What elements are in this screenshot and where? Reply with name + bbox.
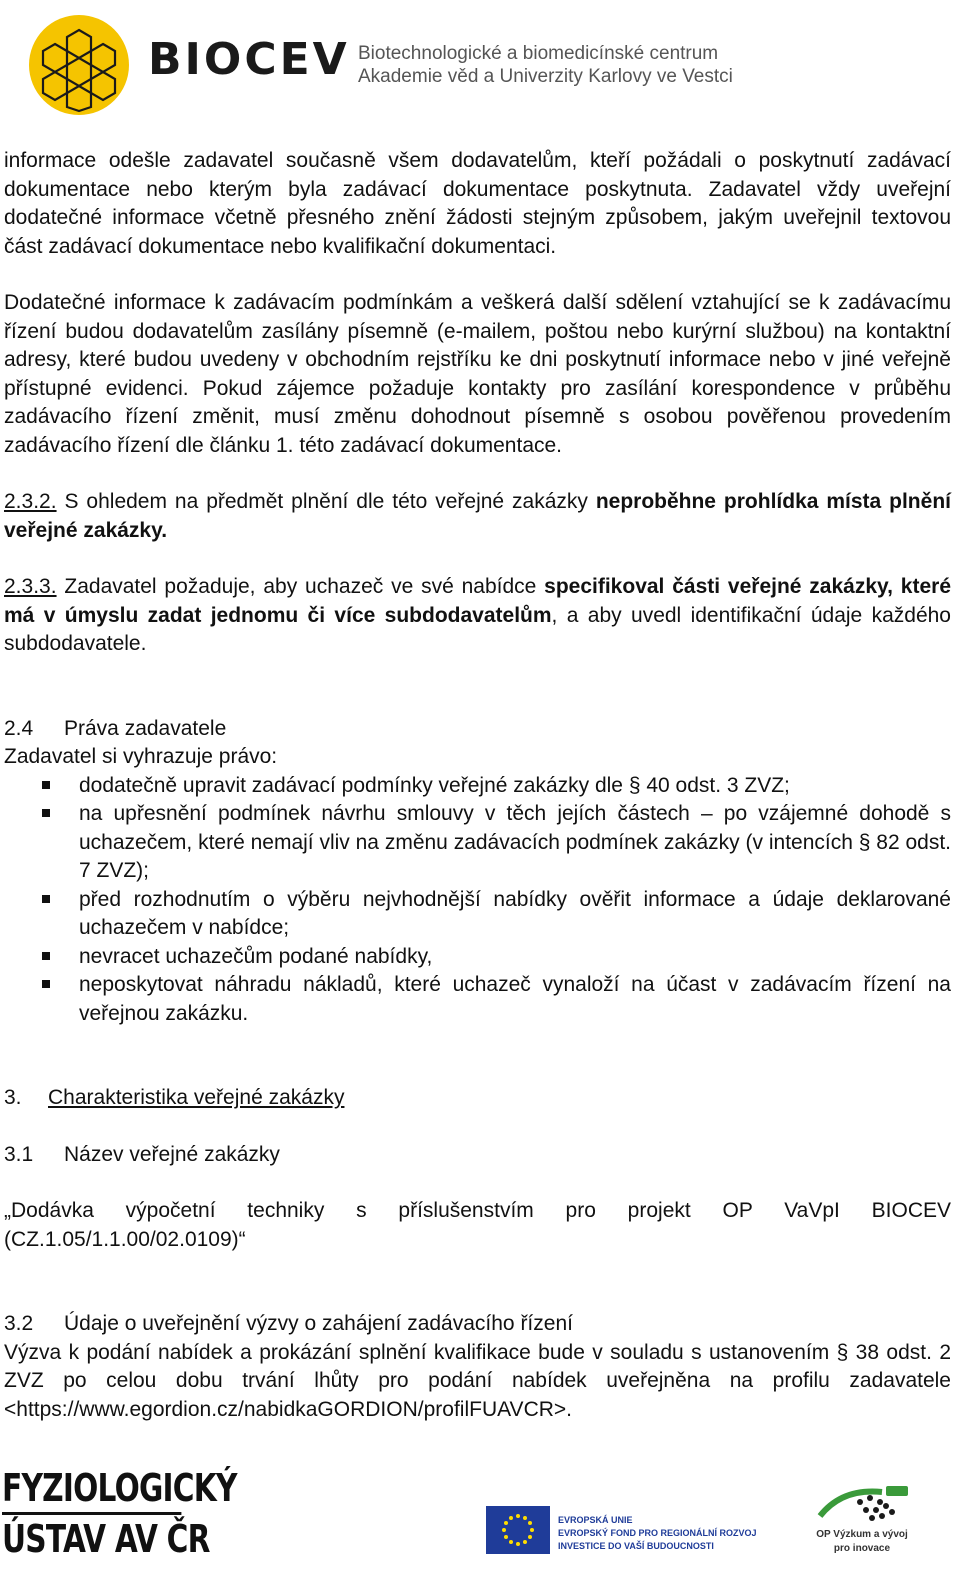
section-text: S ohledem na předmět plnění dle této veřejné zakázky xyxy=(56,490,596,513)
contract-name: „Dodávka výpočetní techniky s příslušenstvím pro projekt OP VaVpI BIOCEV (CZ.1.05/1.1.00/02.0109)“ xyxy=(4,1199,951,1251)
section-bold-text: neproběhne prohlídka místa plnění veřejné zakázky. xyxy=(4,490,951,542)
eu-text-line3: INVESTICE DO VAŠÍ BUDOUCNOSTI xyxy=(558,1541,714,1551)
brand-subtitle-line1: Biotechnologické a biomedicínské centrum xyxy=(358,43,719,64)
rights-list xyxy=(4,772,951,1029)
brand-name: BIOCEV xyxy=(148,34,350,85)
bullet-icon xyxy=(42,809,50,817)
heading-title: Údaje o uveřejnění výzvy o zahájení zadávacího řízení xyxy=(64,1312,573,1335)
list-item xyxy=(4,800,951,886)
list-item-text: před rozhodnutím o výběru nejvhodnější nabídky ověřit informace a údaje deklarované uchazečem v nabídce; xyxy=(79,887,951,939)
section-text: , a aby uvedl identifikační údaje každého subdodavatele. xyxy=(4,603,951,655)
list-item-text: dodatečně upravit zadávací podmínky veřejné zakázky dle § 40 odst. 3 ZVZ; xyxy=(79,773,790,797)
publication-paragraph: Výzva k podání nabídek a prokázání splnění kvalifikace bude v souladu s ustanovením § 38 odst. 2 ZVZ po celou dobu trvání lhůty pro podání nabídek uveřejněna na profilu zadavatele <https://www.egordion.cz/nabidkaGORDION/profilFUAVCR>. xyxy=(4,1340,951,1421)
heading-number: 3. xyxy=(4,1086,22,1109)
section-3-2-heading xyxy=(4,1310,951,1339)
section-number: 2.3.2. xyxy=(4,490,57,513)
list-item-text: neposkytovat náhradu nákladů, které uchazeč vynaloží na účast v zadávacím řízení na veřejnou zakázku. xyxy=(79,973,951,1025)
list-item-text: nevracet uchazečům podané nabídky, xyxy=(79,944,433,968)
section-2-3-3 xyxy=(4,573,951,659)
section-3-1-heading xyxy=(4,1141,951,1170)
biocev-logo-icon xyxy=(26,12,132,118)
op-text-line1: OP Výzkum a vývoj xyxy=(816,1529,908,1540)
heading-number: 3.2 xyxy=(4,1312,34,1335)
section-2-3-2 xyxy=(4,488,951,545)
eu-text-line2: EVROPSKÝ FOND PRO REGIONÁLNÍ ROZVOJ xyxy=(558,1528,757,1538)
heading-title: Charakteristika veřejné zakázky xyxy=(48,1086,345,1109)
op-vavpi-text xyxy=(812,1528,912,1556)
heading-title: Práva zadavatele xyxy=(64,716,227,740)
bullet-icon xyxy=(42,895,50,903)
bullet-icon xyxy=(42,952,50,960)
rights-intro: Zadavatel si vyhrazuje právo: xyxy=(4,745,278,768)
list-item xyxy=(4,772,951,801)
bullet-icon xyxy=(42,980,50,988)
section-2-4-heading xyxy=(4,715,951,744)
page-footer xyxy=(0,1460,960,1577)
fyz-logo-line2: ÚSTAV AV ČR xyxy=(2,1517,210,1561)
list-item xyxy=(4,943,951,972)
bullet-icon xyxy=(42,781,50,789)
fyz-logo-line1: FYZIOLOGICKÝ xyxy=(2,1466,237,1510)
list-item-text: na upřesnění podmínek návrhu smlouvy v těch jejích částech – po vzájemné dohodě s uchazečem, které nemají vliv na změnu zadávacích podmínek zakázky (v intencích § 82 odst. 7 ZVZ); xyxy=(79,802,951,882)
heading-number: 3.1 xyxy=(4,1142,34,1166)
eu-funding-text xyxy=(558,1514,757,1553)
section-text: Zadavatel požaduje, aby uchazeč ve své nabídce xyxy=(56,575,545,598)
op-text-line2: pro inovace xyxy=(833,1543,891,1554)
eu-text-line1: EVROPSKÁ UNIE xyxy=(558,1515,633,1525)
section-3-heading xyxy=(4,1084,951,1113)
list-item xyxy=(4,886,951,943)
list-item xyxy=(4,971,951,1028)
op-vavpi-logo-icon xyxy=(812,1482,912,1526)
document-body xyxy=(4,147,951,1424)
section-number: 2.3.3. xyxy=(4,575,57,598)
brand-subtitle-line2: Akademie věd a Univerzity Karlovy ve Vestci xyxy=(358,66,733,87)
heading-title: Název veřejné zakázky xyxy=(64,1142,280,1166)
section-bold-text: specifikoval části veřejné zakázky, které má v úmyslu zadat jednomu či více subdodavatelům xyxy=(4,575,951,627)
eu-flag-icon xyxy=(486,1506,550,1554)
fyziologicky-ustav-logo xyxy=(2,1466,237,1561)
page-header xyxy=(0,0,960,130)
paragraph-additional-info: informace odešle zadavatel současně všem dodavatelům, kteří požádali o poskytnutí zadávací dokumentace nebo kterým byla zadávací dokumentace poskytnuta. Zadavatel vždy uveřejní dodatečné informace včetně přesného znění žádosti stejným způsobem, jakým uveřejnil textovou část zadávací dokumentace nebo kvalifikační dokumentaci. xyxy=(4,149,951,258)
brand-subtitle xyxy=(358,42,733,88)
heading-number: 2.4 xyxy=(4,716,34,740)
paragraph-communication: Dodatečné informace k zadávacím podmínkám a veškerá další sdělení vztahující se k zadávacímu řízení budou dodavatelům zasílány písemně (e-mailem, poštou nebo kurýrní službou) na kontaktní adresy, které budou uvedeny v obchodním rejstříku ke dni poskytnutí informace nebo v jiné veřejně přístupné evidenci. Pokud zájemce požaduje kontakty pro zasílání korespondence v průběhu zadávacího řízení změnit, musí změnu dohodnout písemně s osobou pověřenou provedením zadávacího řízení dle článku 1. této zadávací dokumentace. xyxy=(4,291,951,457)
